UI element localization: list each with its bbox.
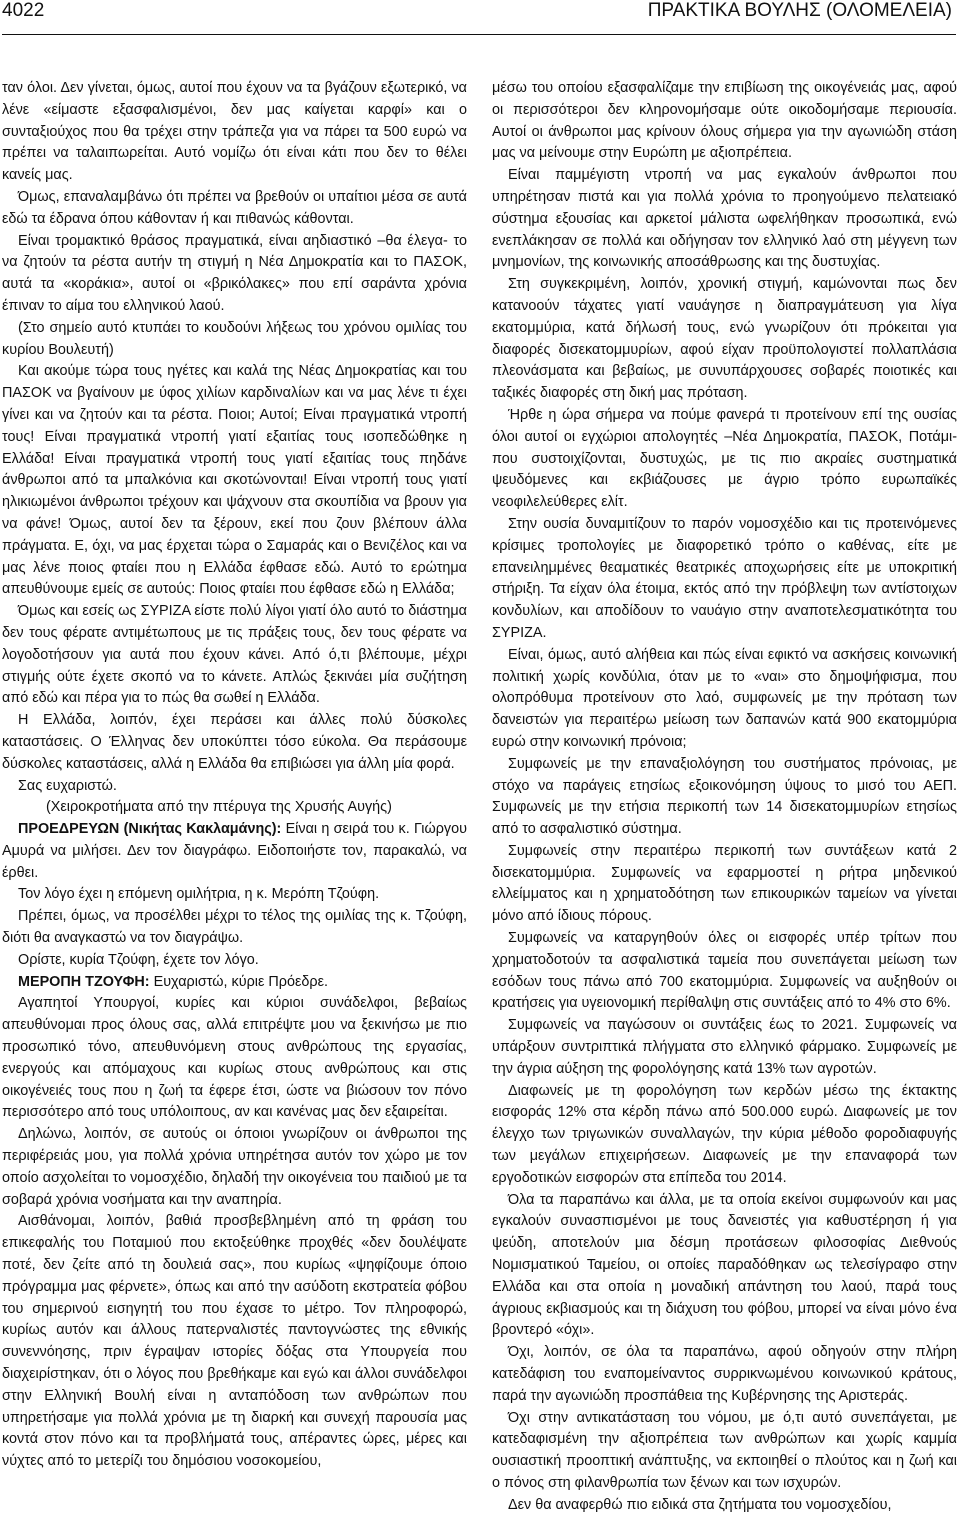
paragraph [2, 776, 467, 798]
paragraph-text: Συμφωνείς στην περαιτέρω περικοπή των συντάξεων κατά 2 δισεκατομμύρια. Συμφωνείς να εφαρμοστεί η ρήτρα μηδενικού ελλείμματος και η χρηματοδότηση των επικουρικών ταμείων να γίνεται μόνο από ίδιους πόρους. [492, 842, 957, 925]
paragraph-text: Τον λόγο έχει η επόμενη ομιλήτρια, η κ. Μερόπη Τζούφη. [18, 886, 380, 903]
paragraph-text: μέσω του οποίου εξασφαλίζαμε την επιβίωση της οικογένειάς μας, αφού οι περισσότεροι δεν κληρονομήσαμε ούτε οικοδομήσαμε περιουσία. Αυτοί οι άνθρωποι μας κρίνουν όλους σήμερα για την αγωνιώδη στάση μας να μείνουμε στην Ευρώπη με αξιοπρέπεια. [492, 80, 957, 162]
paragraph [492, 645, 957, 754]
paragraph [492, 78, 957, 165]
paragraph [2, 950, 467, 972]
paragraph [492, 1015, 957, 1080]
paragraph-text: Διαφωνείς με τη φορολόγηση των κερδών μέσω της έκτακτης εισφοράς 12% στα κέρδη πάνω από 500.000 ευρώ. Διαφωνείς με τον έλεγχο των τριγωνικών συναλλαγών, την κύρια μέθοδο φοροδιαφυγής των μεγάλων επιχειρήσεων. Διαφωνείς με την επαναφορά των εργοδοτικών εισφορών στα επίπεδα του 2014. [492, 1082, 957, 1186]
paragraph [2, 318, 467, 362]
paragraph [2, 884, 467, 906]
paragraph [492, 165, 957, 274]
paragraph-text: ταν όλοι. Δεν γίνεται, όμως, αυτοί που έχουν να τα βγάζουν εξωτερικό, να λένε «είμαστε εξασφαλισμένοι, δεν μας καίγεται καρφί» και ο συνταξιούχος που θα τρέχει στην τράπεζα για να πάρει τα 500 ευρώ να πρέπει να ταλαιπωρείται. Αυτό νομίζω ότι είναι κάτι που δεν το θέλει κανείς μας. [2, 80, 467, 184]
paragraph [492, 1081, 957, 1190]
paragraph-text: Είναι παμμέγιστη ντροπή να μας εγκαλούν άνθρωποι που υπηρέτησαν πιστά και για πολλά χρόνια το προηγούμενο πελατειακό σύστημα εξουσίας και αρκετοί μάλιστα ωφελήθηκαν προσωπικά, ενώ ενεπλάκησαν σε πολλά και οδήγησαν τον ελληνικό λαό στη μέγγενη των μνημονίων, της κοινωνικής αποσάθρωσης και της δυστυχίας. [492, 167, 957, 271]
paragraph [2, 1211, 467, 1473]
paragraph-text: Δηλώνω, λοιπόν, σε αυτούς οι όποιοι γνωρίζουν οι άνθρωποι της περιφέρειάς μου, για πολλά χρόνια υπηρέτησα αυτόν τον χώρο με τον οποίο ασχολείται το νομοσχέδιο, δηλαδή την οικογένεια του παιδιού με τα σοβαρά χρόνια νοσήματα και την αναπηρία. [2, 1126, 468, 1208]
paragraph-text: Συμφωνείς να καταργηθούν όλες οι εισφορές υπέρ τρίτων που χρηματοδοτούν τα ασφαλιστικά ταμεία που συνεπάγεται μείωση των εσόδων τους πάνω από 700 εκατομμύρια. Συμφωνείς να αυξηθούν οι κρατήσεις για υγειονομική περίθαλψη στις συντάξεις από το 4% στο 6%. [492, 930, 957, 1012]
paragraph-text: (Στο σημείο αυτό κτυπάει το κουδούνι λήξεως του χρόνου ομιλίας του κυρίου Βουλευτή) [2, 319, 467, 358]
paragraph-text: (Χειροκροτήματα από την πτέρυγα της Χρυσής Αυγής) [46, 799, 392, 816]
speaker-name: ΜΕΡΟΠΗ ΤΖΟΥΦΗ: [18, 973, 150, 990]
paragraph [2, 78, 467, 187]
paragraph-text: Πρέπει, όμως, να προσέλθει μέχρι το τέλος της ομιλίας της κ. Τζούφη, διότι θα αναγκαστώ να τον διαγράψω. [2, 908, 467, 947]
paragraph [492, 514, 957, 645]
paragraph-text: Όμως, επαναλαμβάνω ότι πρέπει να βρεθούν οι υπαίτιοι μέσα σε αυτά εδώ τα έδρανα όπου κάθονταν ή και πιθανώς κάθονται. [2, 188, 467, 227]
header-rule [2, 34, 956, 35]
paragraph-text: Η Ελλάδα, λοιπόν, έχει περάσει και άλλες πολύ δύσκολες καταστάσεις. Ο Έλληνας δεν υποκύπτει τόσο εύκολα. Θα περάσουμε δύσκολες καταστάσεις, αλλά η Ελλάδα θα επιβιώσει για άλλη μία φορά. [2, 712, 467, 772]
paragraph-text: Όχι, λοιπόν, σε όλα τα παραπάνω, αφού οδηγούν στην πλήρη κατεδάφιση του εναπομείναντος συρρικνωμένου κοινωνικού κράτους, παρά την αγωνιώδη προσπάθεια της Κυβέρνησης της Αριστεράς. [492, 1344, 957, 1404]
paragraph-text: Αγαπητοί Υπουργοί, κυρίες και κύριοι συνάδελφοι, βεβαίως απευθύνομαι προς όλους σας, αλλά επιτρέψτε μου να ξεκινήσω με πιο προσωπικό τόνο, απευθυνόμενη στους ανθρώπους της εργασίας, ενεργούς και απόμαχους και κυρίως στους ανθρώπους και στις οικογένειές τους που η ζωή τα έφερε έτσι, ώστε να βιώσουν τον πόνο περισσότερο από τους υπόλοιπους, αν και κανένας μας δεν εξαιρείται. [2, 995, 467, 1121]
paragraph [492, 1408, 957, 1495]
paragraph-text: Ορίστε, κυρία Τζούφη, έχετε τον λόγο. [18, 951, 259, 968]
paragraph-text: Δεν θα αναφερθώ πιο ειδικά στα ζητήματα του νομοσχεδίου, [508, 1496, 892, 1513]
paragraph [2, 1124, 467, 1211]
paragraph [492, 841, 957, 928]
page-number: 4022 [2, 0, 45, 21]
paragraph [2, 601, 467, 710]
paragraph-text: Είναι η σειρά του κ. Γιώργου Αμυρά να μιλήσει. Δεν τον διαγράφω. Ειδοποιήστε τον, παρακαλώ, να έρθει. [2, 821, 467, 881]
paragraph-text: Σας ευχαριστώ. [18, 777, 117, 794]
left-column [2, 78, 467, 1473]
paragraph [2, 361, 467, 601]
paragraph-text: Συμφωνείς να παγώσουν οι συντάξεις έως το 2021. Συμφωνείς να υπάρξουν συντριπτικά πλήγματα στο ελληνικό φάρμακο. Συμφωνείς με την άγρια αύξηση της φορολόγησης κατά 13% των αγροτών. [492, 1017, 957, 1077]
page-header [0, 0, 960, 40]
paragraph-text: Είναι τρομακτικό θράσος πραγματικά, είναι αηδιαστικό –θα έλεγα- το να ζητούν τα ρέστα αυτήν τη στιγμή η Νέα Δημοκρατία και το ΠΑΣΟΚ, αυτά τα «κοράκια», αυτοί οι «βρικόλακες» που επί σαράντα χρόνια έπιναν το αίμα του ελληνικού λαού. [2, 232, 467, 314]
paragraph [2, 187, 467, 231]
paragraph [2, 231, 467, 318]
paragraph [492, 754, 957, 841]
paragraph-text: Ευχαριστώ, κύριε Πρόεδρε. [149, 973, 328, 990]
paragraph-text: Όλα τα παραπάνω και άλλα, με τα οποία εκείνοι συμφωνούν και μας εγκαλούν συνασπισμένοι με τους δανειστές για καθυστέρηση ή για ψεύδη, αποτελούν μια δέσμη προτάσεων φιλοσοφίας Διεθνούς Νομισματικού Ταμείου, οι οποίες παραδόθηκαν ως τελεσίγραφο στην Ελλάδα και στα οποία η μοναδική απάντηση του λαού, παρά τους άγριους εκβιασμούς και τη διάχυση του φόβου, μπορεί να είναι μόνο ένα βροντερό «όχι». [492, 1191, 957, 1339]
paragraph [2, 797, 467, 819]
paragraph [2, 972, 467, 994]
paragraph [492, 1342, 957, 1407]
paragraph-text: Ήρθε η ώρα σήμερα να πούμε φανερά τι προτείνουν επί της ουσίας όλοι αυτοί οι εγχώριοι απολογητές –Νέα Δημοκρατία, ΠΑΣΟΚ, Ποτάμι- που συστοιχίζονται, δυστυχώς, με τις πιο ακραίες συστηματικά ψευδόμενες και εκβιάζουσες με άγριο τρόπο ευρωπαϊκές νεοφιλελεύθερες ελίτ. [492, 406, 957, 511]
running-title: ΠΡΑΚΤΙΚΑ ΒΟΥΛΗΣ (ΟΛΟΜΕΛΕΙΑ) [647, 0, 952, 21]
paragraph-text: Όμως και εσείς ως ΣΥΡΙΖΑ είστε πολύ λίγοι γιατί όλο αυτό το διάστημα δεν τους φέρατε αντιμέτωπους με τις πράξεις τους, δεν τους φέρατε να λογοδοτήσουν για αυτά που έχουν κάνει. Από ό,τι βλέπουμε, μέχρι στιγμής ούτε έχετε σκοπό να το κάνετε. Απλώς ξεκινάει μία συζήτηση από εδώ και πέρα για το πώς θα σωθεί η Ελλάδα. [2, 603, 467, 707]
right-column [492, 78, 957, 1517]
paragraph-text: Και ακούμε τώρα τους ηγέτες και καλά της Νέας Δημοκρατίας και του ΠΑΣΟΚ να βγαίνουν με ύφος χιλίων καρδιναλίων και να μας λένε τι έχει γίνει και να ζητούν και τα ρέστα. Ποιοι; Αυτοί; Είναι πραγματικά ντροπή τους! Είναι πραγματικά ντροπή γιατί εξαιτίας τους ισοπεδώθηκε η Ελλάδα! Είναι πραγματικά ντροπή τους γιατί εξαιτίας τους πηδάνε άνθρωποι από τα μπαλκόνια και σκοτώνονται! Είναι ντροπή τους γιατί ηλικιωμένοι άνθρωποι τρέχουν και ψάχνουν στα σκουπίδια να βρουν για να φάνε! Όμως, αυτοί δεν τα ξέρουν, εκεί που ζουν βλέπουν άλλα πράγματα. Ε, όχι, να μας έρχεται τώρα ο Σαμαράς και ο Βενιζέλος και να μας λένε ποιος φταίει που η Ελλάδα έφθασε εδώ. Αυτό το ερώτημα απευθύνουμε εμείς σε αυτούς: Ποιος φταίει που έφθασε εδώ η Ελλάδα; [2, 363, 467, 598]
paragraph-text: Συμφωνείς με την επαναξιολόγηση του συστήματος πρόνοιας, με στόχο να παράγεις ετησίως εξοικονόμηση ύψους το μισό του ΑΕΠ. Συμφωνείς με την ετήσια περικοπή των 14 δισεκατομμυρίων ετησίως από το ασφαλιστικό σύστημα. [492, 755, 957, 838]
paragraph [492, 928, 957, 1015]
paragraph [492, 1190, 957, 1343]
paragraph [2, 819, 467, 884]
paragraph [2, 906, 467, 950]
paragraph-text: Στην ουσία δυναμιτίζουν το παρόν νομοσχέδιο και τις προτεινόμενες κρίσιμες τροπολογίες με διαφορετικό τρόπο ο καθένας, είτε με επανειλημμένες θεαματικές θεατρικές αποχωρήσεις είτε με υποκριτική στήριξη. Τα είχαν όλα έτοιμα, εκτός από την πρόβλεψη των αντίστοιχων κονδυλίων, και αποδίδουν το ναυάγιο στην αναποτελεσματικότητα του ΣΥΡΙΖΑ. [492, 515, 957, 641]
paragraph [492, 405, 957, 514]
paragraph-text: Όχι στην αντικατάσταση του νόμου, με ό,τι αυτό συνεπάγεται, με κατεδαφισμένη την αξιοπρέπεια των ανθρώπων και χωρίς καμμία ουσιαστική προοπτική ανάπτυξης, να εκποιηθεί ο πλούτος και η ζωή και ο πόνος στη φιλανθρωπία των ξένων και των ισχυρών. [492, 1409, 957, 1491]
paragraph-text: Αισθάνομαι, λοιπόν, βαθιά προσβεβλημένη από τη φράση του επικεφαλής του Ποταμιού που εκτοξεύθηκε προχθές «δεν δουλέψατε ποτέ, δεν ζείτε από τη δουλειά σας», που κυρίως «ψηφίζουμε όποιο πρόγραμμα μας φέρνετε», όπως και από την ασύδοτη εκστρατεία φόβου του σημερινού εισηγητή του που έχασε το μέτρο. Τον πληροφορώ, κυρίως αυτόν και άλλους πατερναλιστές παντογνώστες της εθνικής συνεννόησης, πριν έγραψαν ιστορίες δόξας στα Υπουργεία που διαχειρίστηκαν, ότι ο λόγος που βρεθήκαμε και εγώ και άλλοι συνάδελφοι στην Ελληνική Βουλή είναι η ανταπόδοση των ανθρώπων που υπηρετήσαμε για πολλά χρόνια με τη διαρκή και συνεχή παρουσία μας κοντά στον πόνο και τα προβλήματά τους, απέραντες ώρες, μέρες και νύχτες από το μετερίζι του δημόσιου νοσοκομείου, [2, 1213, 467, 1470]
paragraph [492, 1495, 957, 1517]
speaker-name: ΠΡΟΕΔΡΕΥΩΝ (Νικήτας Κακλαμάνης): [18, 821, 282, 838]
paragraph-text: Στη συγκεκριμένη, λοιπόν, χρονική στιγμή, καμώνονται πως δεν κατανοούν τάχατες γιατί ναυάγησε η διαπραγμάτευση για λίγα εκατομμύρια, κατά δήλωσή τους, ενώ γνωρίζουν ότι πρόκειται για διαφορές δισεκατομμυρίων, αφού είχαν προϋπολογιστεί πολλαπλάσια πλεονάσματα και βεβαίως, με συνυπάρχουσες σοβαρές ποιοτικές και ταξικές διαφορές στη δική μας πρόταση. [492, 276, 957, 402]
paragraph-text: Είναι, όμως, αυτό αλήθεια και πώς είναι εφικτό να ασκήσεις κοινωνική πολιτική χωρίς κονδύλια, όταν με το «ναι» στο δημοψήφισμα, που ολοπρόθυμα προτείνουν στο λαό, συμφωνείς με την πρόταση των δανειστών για περαιτέρω μείωση των δαπανών κατά 900 εκατομμύρια ευρώ στην κοινωνική πρόνοια; [492, 646, 957, 750]
paragraph [492, 274, 957, 405]
paragraph [2, 993, 467, 1124]
paragraph [2, 710, 467, 775]
